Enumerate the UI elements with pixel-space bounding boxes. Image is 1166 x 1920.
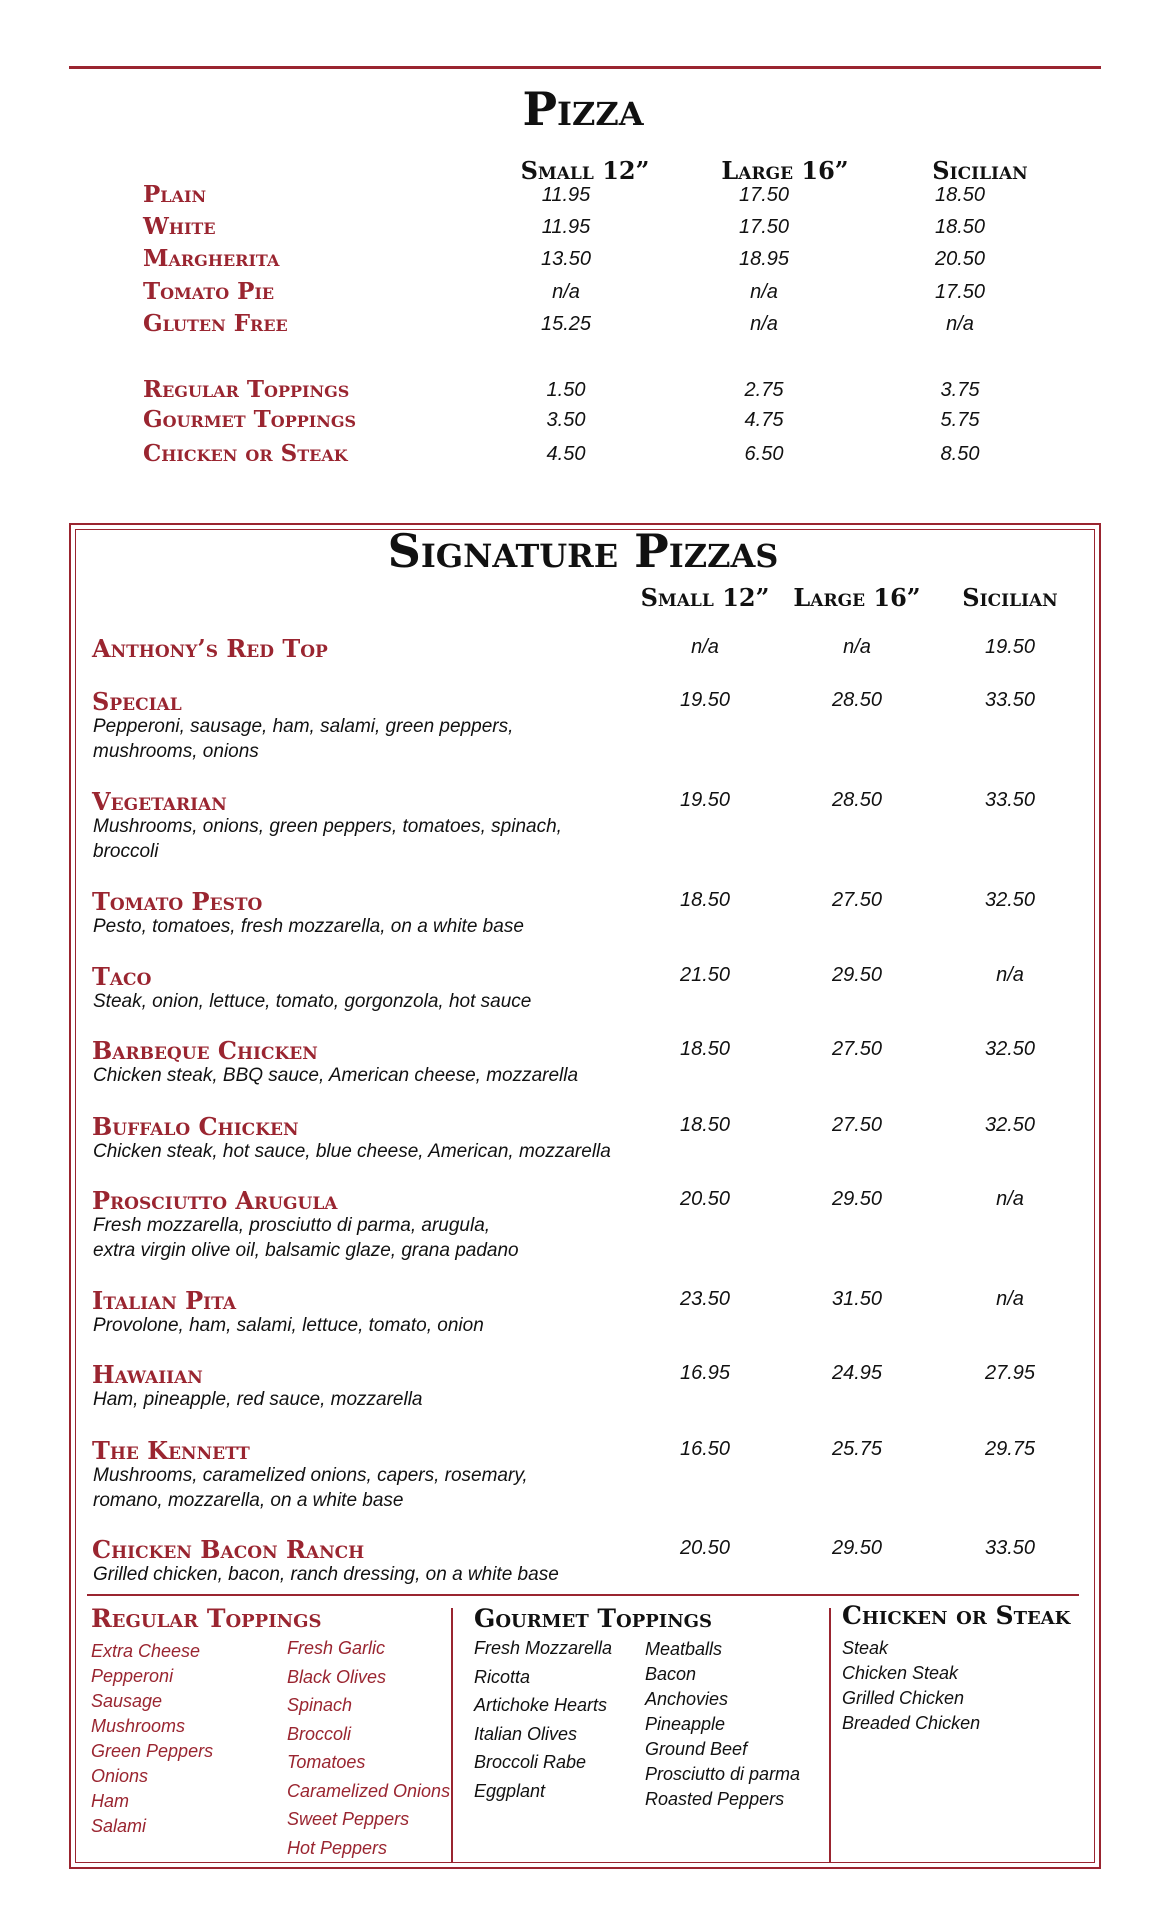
topping-item: Meatballs xyxy=(645,1639,723,1659)
topping-item: Pepperoni xyxy=(91,1666,174,1686)
chicken-steak-title: Chicken or Steak xyxy=(842,1601,1071,1630)
pizza-price: 4.75 xyxy=(744,409,784,431)
topping-item: Green Peppers xyxy=(91,1741,214,1761)
topping-item: Grilled Chicken xyxy=(842,1688,965,1708)
signature-item-name: Chicken Bacon Ranch xyxy=(92,1535,365,1564)
signature-price: 25.75 xyxy=(831,1438,883,1460)
signature-price: 32.50 xyxy=(984,889,1036,911)
topping-item: Black Olives xyxy=(287,1666,387,1687)
signature-col-large: Large 16” xyxy=(793,583,921,612)
pizza-price: 3.75 xyxy=(940,379,980,401)
signature-item-description: Steak, onion, lettuce, tomato, gorgonzola, hot sauce xyxy=(93,991,532,1012)
signature-item-name: Barbeque Chicken xyxy=(92,1036,318,1065)
signature-price: 32.50 xyxy=(984,1038,1036,1060)
pizza-col-small: Small 12” xyxy=(520,156,650,185)
pizza-price: 2.75 xyxy=(744,379,784,401)
signature-price: n/a xyxy=(691,636,719,658)
pizza-price: 11.95 xyxy=(541,184,591,206)
signature-price: n/a xyxy=(843,636,871,658)
regular-toppings-list-2 xyxy=(287,1634,450,1862)
signature-price: 31.50 xyxy=(831,1288,883,1310)
topping-item: Broccoli Rabe xyxy=(474,1752,587,1772)
signature-price: n/a xyxy=(996,964,1024,986)
topping-item: Fresh Mozzarella xyxy=(474,1638,613,1658)
pizza-item-name: Regular Toppings xyxy=(143,376,350,403)
topping-item: Chicken Steak xyxy=(842,1663,959,1683)
signature-item-name: Anthony’s Red Top xyxy=(92,634,328,663)
pizza-price: 18.95 xyxy=(738,248,790,270)
pizza-price: 18.50 xyxy=(934,184,986,206)
signature-col-sicilian: Sicilian xyxy=(962,583,1058,612)
topping-item: Italian Olives xyxy=(474,1723,578,1744)
topping-item: Ground Beef xyxy=(645,1739,748,1759)
signature-price: 29.50 xyxy=(831,964,883,986)
signature-price: 28.50 xyxy=(831,789,883,811)
signature-item-name: Special xyxy=(92,687,182,716)
pizza-item-name: Gluten Free xyxy=(143,310,288,337)
pizza-price: 5.75 xyxy=(940,409,980,431)
pizza-col-large: Large 16” xyxy=(721,156,849,185)
chicken-steak-list xyxy=(842,1636,980,1736)
signature-item-description: Pesto, tomatoes, fresh mozzarella, on a white base xyxy=(93,916,524,937)
signature-price: 23.50 xyxy=(679,1288,731,1310)
topping-item: Mushrooms xyxy=(91,1716,186,1736)
pizza-price: 18.50 xyxy=(934,216,986,238)
pizza-price: n/a xyxy=(552,281,580,303)
signature-item-description: Mushrooms, onions, green peppers, tomatoes, spinach, broccoli xyxy=(93,816,562,862)
topping-item: Artichoke Hearts xyxy=(474,1695,608,1715)
pizza-price: 20.50 xyxy=(934,248,986,270)
signature-price: 29.75 xyxy=(984,1438,1036,1460)
signature-price: n/a xyxy=(996,1188,1024,1210)
topping-item: Caramelized Onions xyxy=(287,1780,451,1801)
topping-item: Breaded Chicken xyxy=(842,1713,981,1733)
signature-item-name: Taco xyxy=(92,962,152,991)
pizza-item-name: Chicken or Steak xyxy=(143,440,348,467)
topping-item: Spinach xyxy=(287,1695,353,1715)
gourmet-toppings-list-1 xyxy=(474,1634,612,1805)
signature-item-name: Hawaiian xyxy=(92,1360,203,1389)
signature-price: 19.50 xyxy=(984,636,1036,658)
topping-item: Extra Cheese xyxy=(91,1641,201,1661)
topping-item: Pineapple xyxy=(645,1714,726,1734)
pizza-price: 13.50 xyxy=(540,248,592,270)
pizza-price: 17.50 xyxy=(934,281,986,303)
pizza-price: n/a xyxy=(750,281,778,303)
signature-price: 27.95 xyxy=(984,1362,1036,1384)
gourmet-toppings-title: Gourmet Toppings xyxy=(474,1604,713,1633)
pizza-price: n/a xyxy=(750,313,778,335)
topping-item: Anchovies xyxy=(645,1689,729,1709)
pizza-item-name: Plain xyxy=(143,181,207,208)
signature-title: Signature Pizzas xyxy=(387,524,779,578)
signature-price: n/a xyxy=(996,1288,1024,1310)
signature-item-name: Buffalo Chicken xyxy=(92,1112,299,1141)
topping-item: Bacon xyxy=(645,1664,697,1684)
signature-item-name: Italian Pita xyxy=(92,1286,237,1315)
pizza-price: 11.95 xyxy=(541,216,591,238)
signature-price: 21.50 xyxy=(679,964,731,986)
toppings-col-divider-1 xyxy=(451,1608,453,1863)
signature-price: 19.50 xyxy=(679,789,731,811)
pizza-price: 4.50 xyxy=(546,443,586,465)
signature-item-description: Pepperoni, sausage, ham, salami, green peppers, mushrooms, onions xyxy=(93,716,514,762)
pizza-price: n/a xyxy=(946,313,974,335)
gourmet-toppings-list-2 xyxy=(645,1637,800,1812)
signature-price: 18.50 xyxy=(679,1038,731,1060)
pizza-item-name: Gourmet Toppings xyxy=(143,406,357,433)
topping-item: Tomatoes xyxy=(287,1752,366,1772)
signature-price: 27.50 xyxy=(831,889,883,911)
topping-item: Onions xyxy=(91,1766,149,1786)
signature-price: 19.50 xyxy=(679,689,731,711)
signature-price: 29.50 xyxy=(831,1537,883,1559)
signature-col-small: Small 12” xyxy=(640,583,770,612)
topping-item: Broccoli xyxy=(287,1723,352,1744)
pizza-price: 6.50 xyxy=(744,443,784,465)
signature-price: 24.95 xyxy=(831,1362,883,1384)
topping-item: Sweet Peppers xyxy=(287,1809,410,1829)
topping-item: Prosciutto di parma xyxy=(645,1764,801,1784)
regular-toppings-list-1 xyxy=(91,1639,213,1839)
signature-price: 29.50 xyxy=(831,1188,883,1210)
pizza-item-name: Tomato Pie xyxy=(143,278,275,305)
signature-item-name: Prosciutto Arugula xyxy=(92,1186,338,1215)
topping-item: Ricotta xyxy=(474,1666,531,1687)
pizza-price: 17.50 xyxy=(738,184,790,206)
topping-item: Salami xyxy=(91,1816,147,1836)
signature-item-description: Ham, pineapple, red sauce, mozzarella xyxy=(93,1389,423,1410)
pizza-item-name: Margherita xyxy=(143,245,280,272)
topping-item: Roasted Peppers xyxy=(645,1789,785,1809)
signature-item-description: Mushrooms, caramelized onions, capers, rosemary, romano, mozzarella, on a white base xyxy=(93,1465,528,1511)
signature-price: 16.50 xyxy=(679,1438,731,1460)
signature-item-name: The Kennett xyxy=(92,1436,250,1465)
pizza-item-name: White xyxy=(143,213,216,240)
pizza-price: 8.50 xyxy=(940,443,980,465)
signature-item-description: Provolone, ham, salami, lettuce, tomato, onion xyxy=(93,1315,484,1336)
toppings-divider xyxy=(87,1594,1079,1596)
pizza-price: 17.50 xyxy=(738,216,790,238)
signature-price: 28.50 xyxy=(831,689,883,711)
pizza-price: 1.50 xyxy=(546,379,586,401)
pizza-col-sicilian: Sicilian xyxy=(932,156,1028,185)
signature-price: 33.50 xyxy=(984,1537,1036,1559)
signature-item-description: Fresh mozzarella, prosciutto di parma, arugula, extra virgin olive oil, balsamic glaze, grana padano xyxy=(93,1215,519,1261)
signature-price: 18.50 xyxy=(679,889,731,911)
toppings-col-divider-2 xyxy=(829,1608,831,1863)
topping-item: Ham xyxy=(91,1791,130,1811)
pizza-price: 3.50 xyxy=(546,409,586,431)
topping-item: Hot Peppers xyxy=(287,1837,388,1858)
signature-price: 32.50 xyxy=(984,1114,1036,1136)
topping-item: Sausage xyxy=(91,1691,163,1711)
signature-price: 27.50 xyxy=(831,1038,883,1060)
signature-item-description: Grilled chicken, bacon, ranch dressing, on a white base xyxy=(93,1564,559,1585)
signature-item-name: Vegetarian xyxy=(92,787,227,816)
signature-item-description: Chicken steak, BBQ sauce, American cheese, mozzarella xyxy=(93,1065,579,1086)
topping-item: Eggplant xyxy=(474,1780,546,1801)
signature-item-name: Tomato Pesto xyxy=(92,887,263,916)
top-divider xyxy=(69,66,1101,69)
signature-price: 33.50 xyxy=(984,689,1036,711)
signature-price: 20.50 xyxy=(679,1188,731,1210)
pizza-price: 15.25 xyxy=(540,313,592,335)
signature-price: 18.50 xyxy=(679,1114,731,1136)
signature-item-description: Chicken steak, hot sauce, blue cheese, American, mozzarella xyxy=(93,1141,611,1162)
signature-price: 16.95 xyxy=(679,1362,731,1384)
topping-item: Fresh Garlic xyxy=(287,1638,386,1658)
signature-price: 27.50 xyxy=(831,1114,883,1136)
signature-price: 20.50 xyxy=(679,1537,731,1559)
regular-toppings-title: Regular Toppings xyxy=(91,1604,322,1633)
topping-item: Steak xyxy=(842,1638,889,1658)
pizza-title: Pizza xyxy=(522,82,644,136)
signature-price: 33.50 xyxy=(984,789,1036,811)
